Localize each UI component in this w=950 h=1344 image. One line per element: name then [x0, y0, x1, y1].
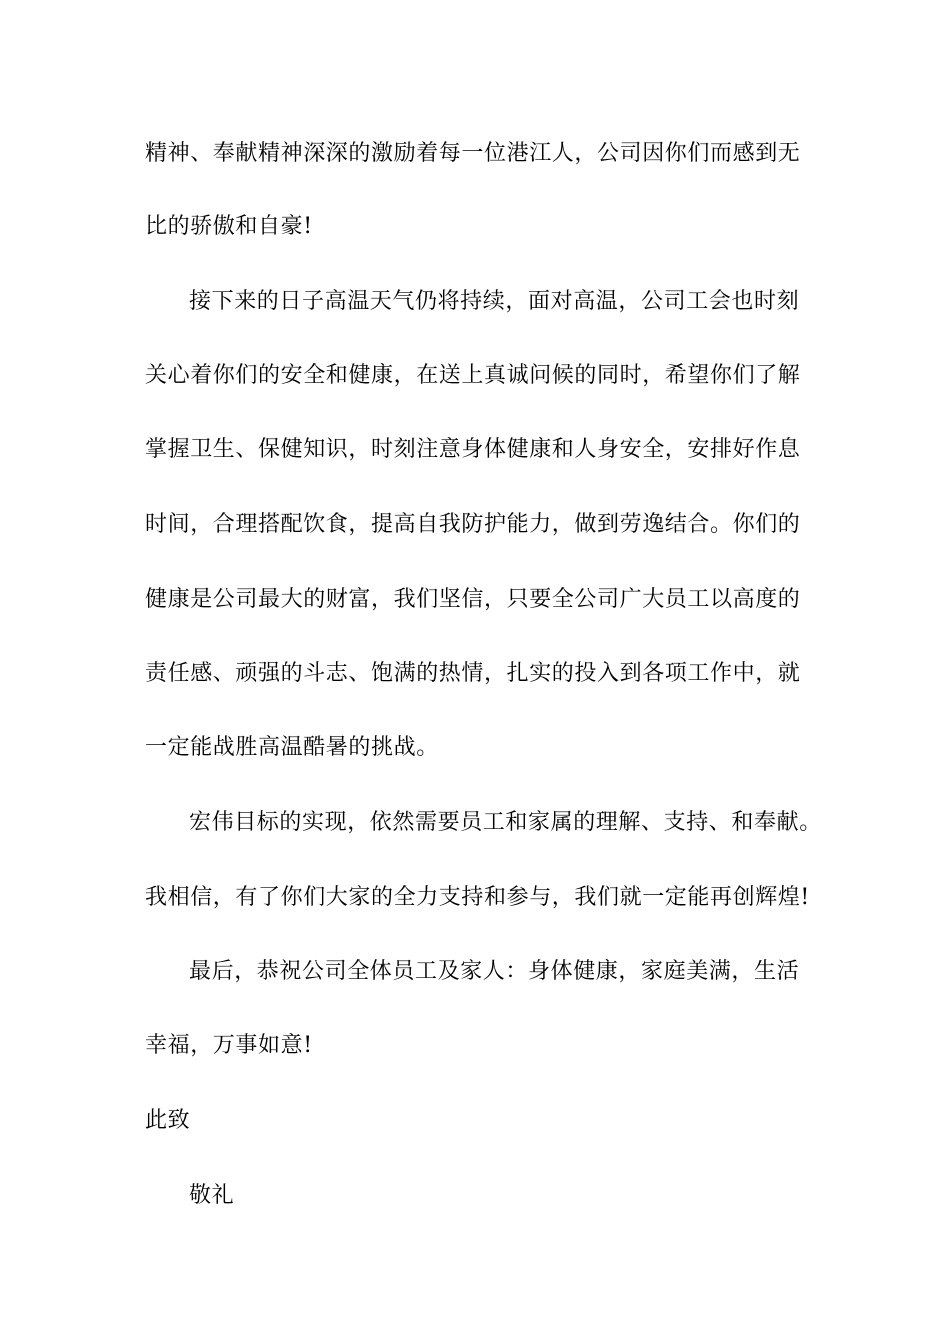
- paragraph-line: 宏伟目标的实现，依然需要员工和家属的理解、支持、和奉献。: [189, 810, 822, 835]
- paragraph-line: 关心着你们的安全和健康，在送上真诚问候的同时，希望你们了解: [145, 363, 801, 388]
- closing-regards: 敬礼: [189, 1183, 235, 1208]
- paragraph-line: 最后，恭祝公司全体员工及家人：身体健康，家庭美满，生活: [189, 959, 800, 984]
- paragraph-line: 接下来的日子高温天气仍将持续，面对高温，公司工会也时刻: [189, 289, 800, 314]
- paragraph-line: 我相信，有了你们大家的全力支持和参与，我们就一定能再创辉煌!: [145, 885, 810, 910]
- paragraph-line: 时间，合理搭配饮食，提高自我防护能力，做到劳逸结合。你们的: [145, 512, 801, 537]
- closing-salutation: 此致: [145, 1108, 191, 1133]
- paragraph-line: 责任感、顽强的斗志、饱满的热情，扎实的投入到各项工作中，就: [145, 661, 801, 686]
- paragraph-line: 一定能战胜高温酷暑的挑战。: [145, 735, 439, 760]
- paragraph-line: 健康是公司最大的财富，我们坚信，只要全公司广大员工以高度的: [145, 587, 801, 612]
- paragraph-line: 幸福，万事如意!: [145, 1033, 313, 1058]
- paragraph-line: 精神、奉献精神深深的激励着每一位港江人，公司因你们而感到无: [145, 141, 801, 166]
- paragraph-line: 掌握卫生、保健知识，时刻注意身体健康和人身安全，安排好作息: [145, 437, 801, 462]
- paragraph-line: 比的骄傲和自豪!: [145, 214, 313, 239]
